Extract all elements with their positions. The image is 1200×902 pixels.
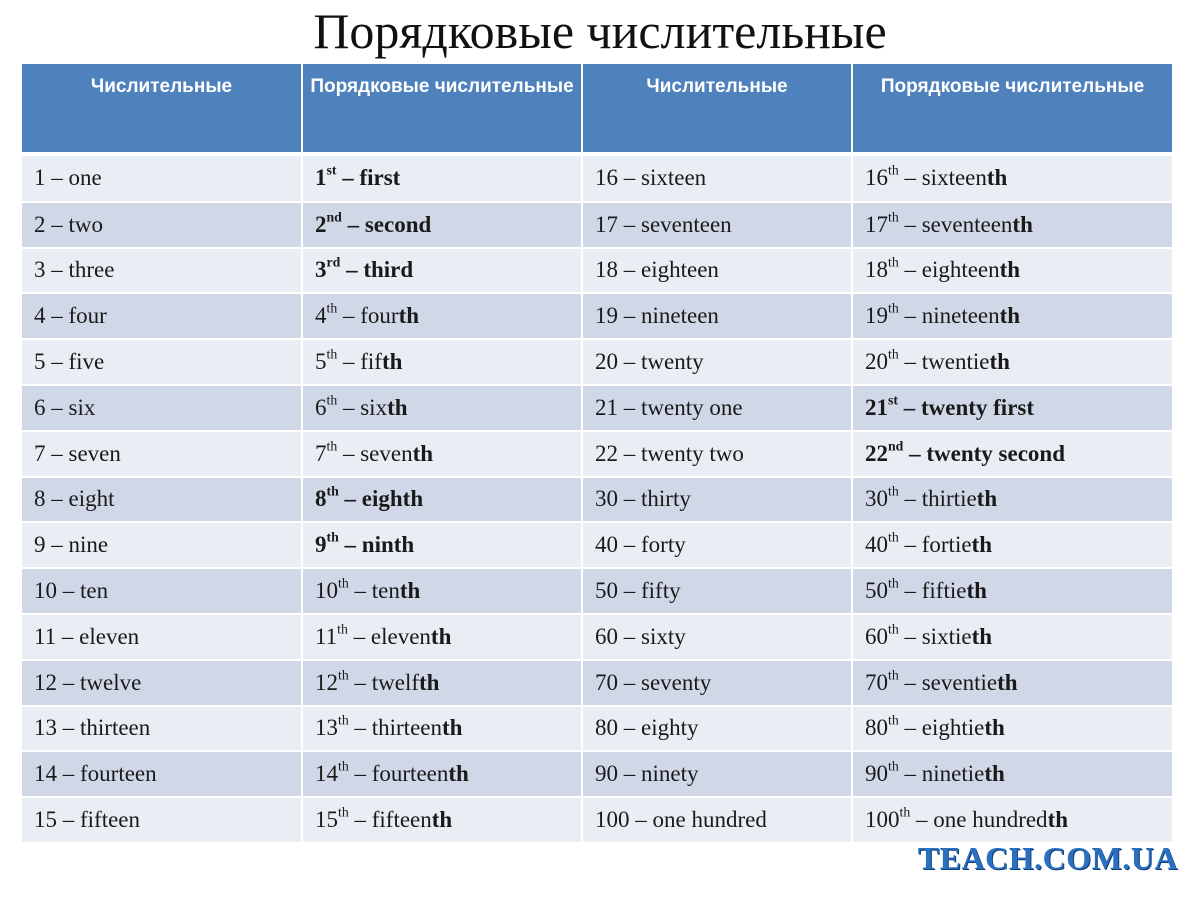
ordinal-text — [865, 804, 1069, 833]
ordinal-cell — [852, 568, 1172, 614]
ordinal-dash: – — [898, 669, 922, 695]
table-row — [22, 751, 1172, 797]
ordinal-word: twelf — [371, 669, 419, 695]
table-row — [22, 797, 1172, 843]
ordinal-word: twenty first — [920, 394, 1035, 420]
ordinal-text — [315, 209, 432, 237]
cardinal-cell: 15 – fifteen — [22, 797, 302, 843]
ordinal-ending: th — [989, 349, 1010, 375]
ordinal-suffix: th — [888, 621, 899, 637]
ordinal-ending: th — [387, 394, 408, 420]
ordinal-word: twentie — [921, 349, 990, 375]
ordinal-number: 50 — [865, 578, 888, 604]
ordinal-text — [865, 300, 1021, 329]
ordinal-ending: th — [448, 761, 469, 787]
ordinal-number: 8 — [315, 486, 327, 512]
ordinal-dash: – — [337, 394, 361, 420]
ordinal-dash: – — [348, 761, 372, 787]
ordinal-dash: – — [347, 623, 371, 649]
ordinal-suffix: th — [326, 392, 338, 408]
ordinal-dash: – — [348, 669, 372, 695]
ordinal-ending: th — [971, 532, 992, 558]
ordinal-text — [865, 715, 1005, 740]
ordinal-ending: th — [1012, 211, 1033, 237]
ordinal-cell — [852, 614, 1172, 660]
ordinal-suffix: th — [888, 346, 899, 362]
ordinal-number: 5 — [315, 349, 327, 375]
ordinal-text — [865, 165, 1007, 190]
ordinal-text — [865, 257, 1020, 282]
ordinal-dash: – — [348, 807, 372, 833]
cardinal-cell: 70 – seventy — [582, 660, 852, 706]
ordinal-number: 10 — [315, 578, 338, 604]
ordinal-suffix: th — [326, 529, 339, 545]
ordinal-text — [315, 667, 440, 695]
ordinal-suffix: th — [899, 804, 911, 820]
table-row — [22, 660, 1172, 706]
ordinal-suffix: th — [326, 484, 339, 500]
ordinal-word: thirtie — [921, 486, 977, 512]
ordinal-dash: – — [898, 715, 922, 741]
ordinal-word: eleven — [370, 623, 431, 649]
table-header-row — [22, 64, 1172, 152]
ordinal-dash: – — [898, 257, 922, 283]
cardinal-cell: 3 – three — [22, 248, 302, 294]
ordinal-ending: th — [398, 303, 420, 329]
ordinal-word: four — [360, 303, 399, 329]
table-row — [22, 431, 1172, 477]
ordinal-word: eighteen — [921, 257, 1000, 283]
ordinal-number: 16 — [865, 165, 888, 191]
ordinal-cell — [302, 385, 582, 431]
ordinal-suffix: th — [338, 804, 349, 820]
header-ordinal-1: Порядковые числительные — [302, 64, 582, 152]
ordinal-cell — [302, 751, 582, 797]
ordinal-dash: – — [898, 578, 922, 604]
ordinal-text — [315, 257, 413, 282]
ordinal-text — [315, 300, 420, 329]
ordinal-ending: th — [999, 257, 1021, 283]
ordinal-suffix: th — [326, 346, 338, 362]
cardinal-cell: 6 – six — [22, 385, 302, 431]
ordinal-number: 2 — [315, 211, 327, 237]
ordinal-dash: – — [897, 394, 921, 420]
ordinal-ending: th — [431, 807, 453, 833]
cardinal-cell: 90 – ninety — [582, 751, 852, 797]
ordinal-dash: – — [337, 349, 361, 375]
ordinal-suffix: th — [888, 163, 899, 179]
ordinal-dash: – — [340, 257, 364, 283]
cardinal-cell: 9 – nine — [22, 522, 302, 568]
ordinal-suffix: th — [888, 667, 899, 683]
ordinal-suffix: st — [888, 392, 898, 408]
ordinal-ending: th — [976, 486, 998, 512]
ordinal-suffix: th — [338, 758, 349, 774]
ordinal-suffix: th — [888, 529, 899, 545]
ordinal-number: 70 — [865, 669, 888, 695]
ordinal-word: thirteen — [371, 715, 442, 741]
ordinal-ending: th — [986, 165, 1008, 191]
ordinal-word: first — [359, 165, 401, 191]
cardinal-cell: 19 – nineteen — [582, 293, 852, 339]
ordinal-cell — [852, 293, 1172, 339]
ordinal-suffix: nd — [888, 438, 904, 454]
ordinal-number: 6 — [315, 394, 327, 420]
ordinal-word: six — [360, 394, 388, 420]
ordinal-word: seven — [360, 440, 413, 466]
ordinal-cell — [852, 706, 1172, 752]
ordinal-ending: th — [999, 303, 1021, 329]
table-row — [22, 339, 1172, 385]
ordinal-ending: th — [419, 669, 440, 695]
ordinal-number: 90 — [865, 761, 888, 787]
ordinal-text — [865, 529, 992, 558]
cardinal-cell: 100 – one hundred — [582, 797, 852, 843]
ordinal-word: ten — [371, 578, 400, 604]
ordinal-cell — [852, 248, 1172, 294]
ordinal-number: 100 — [865, 807, 900, 833]
watermark-logo: TEACH.COM.UA — [917, 840, 1178, 876]
ordinal-cell — [852, 660, 1172, 706]
ordinal-suffix: th — [888, 209, 899, 225]
ordinal-cell — [852, 431, 1172, 477]
ordinal-ending: th — [997, 669, 1018, 695]
cardinal-cell: 2 – two — [22, 202, 302, 248]
ordinal-suffix: th — [326, 300, 338, 316]
cardinal-cell: 1 – one — [22, 156, 302, 202]
ordinal-text — [315, 758, 469, 787]
ordinal-dash: – — [348, 578, 372, 604]
ordinal-text — [315, 804, 453, 833]
ordinal-dash: – — [337, 303, 361, 329]
ordinal-word: eightie — [921, 715, 985, 741]
cardinal-cell: 18 – eighteen — [582, 248, 852, 294]
table-row — [22, 706, 1172, 752]
cardinal-cell: 17 – seventeen — [582, 202, 852, 248]
ordinal-suffix: th — [338, 713, 349, 729]
ordinal-text — [865, 209, 1033, 237]
ordinal-number: 11 — [315, 623, 338, 649]
ordinal-cell — [852, 522, 1172, 568]
ordinal-number: 60 — [865, 623, 888, 649]
ordinal-cell — [302, 202, 582, 248]
table-row — [22, 248, 1172, 294]
ordinal-word: one hundred — [933, 807, 1048, 833]
table-row — [22, 293, 1172, 339]
ordinal-dash: – — [898, 486, 922, 512]
cardinal-cell: 40 – forty — [582, 522, 852, 568]
ordinal-ending: th — [399, 578, 421, 604]
cardinal-cell: 7 – seven — [22, 431, 302, 477]
ordinal-text — [315, 529, 415, 558]
ordinal-text — [315, 438, 434, 466]
ordinal-text — [315, 575, 421, 604]
ordinal-number: 14 — [315, 761, 338, 787]
ordinal-word: fif — [360, 349, 382, 375]
ordinal-cell — [852, 202, 1172, 248]
ordinal-ending: th — [966, 578, 987, 604]
ordinal-cell — [302, 614, 582, 660]
ordinal-word: fifteen — [371, 807, 432, 833]
ordinal-suffix: th — [888, 575, 899, 591]
ordinal-number: 4 — [315, 303, 327, 329]
ordinal-suffix: th — [338, 667, 349, 683]
ordinal-number: 21 — [865, 394, 888, 420]
ordinal-word: third — [363, 257, 414, 283]
ordinal-number: 17 — [865, 211, 888, 237]
header-cardinal-1: Числительные — [22, 64, 302, 152]
cardinal-cell: 22 – twenty two — [582, 431, 852, 477]
ordinal-text — [315, 715, 462, 740]
ordinal-cell — [852, 797, 1172, 843]
ordinal-dash: – — [898, 349, 922, 375]
ordinal-number: 7 — [315, 440, 327, 466]
ordinal-number: 9 — [315, 532, 327, 558]
table-row — [22, 202, 1172, 248]
ordinal-suffix: th — [326, 438, 338, 454]
table-row — [22, 522, 1172, 568]
ordinal-dash: – — [348, 715, 372, 741]
cardinal-cell: 50 – fifty — [582, 568, 852, 614]
ordinal-number: 12 — [315, 669, 338, 695]
ordinal-suffix: th — [888, 713, 899, 729]
header-cardinal-2: Числительные — [582, 64, 852, 152]
ordinal-number: 20 — [865, 349, 888, 375]
ordinal-dash: – — [898, 211, 922, 237]
ordinal-text — [315, 621, 452, 649]
ordinal-word: ninetie — [921, 761, 985, 787]
ordinal-word: sixteen — [921, 165, 987, 191]
ordinal-dash: – — [336, 165, 360, 191]
ordinal-word: eighth — [361, 486, 424, 512]
cardinal-cell: 14 – fourteen — [22, 751, 302, 797]
ordinal-number: 13 — [315, 715, 338, 741]
ordinal-dash: – — [903, 440, 927, 466]
ordinal-cell — [852, 751, 1172, 797]
ordinal-word: twenty second — [926, 440, 1065, 466]
ordinal-cell — [302, 568, 582, 614]
ordinal-dash: – — [910, 807, 934, 833]
ordinal-text — [865, 758, 1005, 787]
ordinal-number: 30 — [865, 486, 888, 512]
ordinal-suffix: st — [326, 163, 337, 179]
ordinal-word: fiftie — [921, 578, 967, 604]
cardinal-cell: 11 – eleven — [22, 614, 302, 660]
cardinal-cell: 8 – eight — [22, 477, 302, 523]
ordinal-text — [315, 165, 400, 190]
ordinal-suffix: th — [337, 621, 348, 637]
page-title: Порядковые числительные — [313, 3, 887, 59]
ordinal-dash: – — [898, 532, 922, 558]
ordinal-ending: th — [984, 761, 1005, 787]
ordinal-cell — [302, 339, 582, 385]
ordinal-number: 80 — [865, 715, 888, 741]
ordinal-cell — [302, 706, 582, 752]
cardinal-cell: 20 – twenty — [582, 339, 852, 385]
ordinal-text — [865, 486, 997, 511]
table-row — [22, 614, 1172, 660]
ordinal-word: sixtie — [921, 623, 972, 649]
ordinal-ending: th — [412, 440, 434, 466]
cardinal-cell: 30 – thirty — [582, 477, 852, 523]
cardinal-cell: 60 – sixty — [582, 614, 852, 660]
cardinal-cell: 13 – thirteen — [22, 706, 302, 752]
ordinal-text — [865, 621, 993, 649]
table-body — [22, 152, 1172, 843]
ordinal-cell — [302, 660, 582, 706]
ordinal-suffix: nd — [326, 209, 342, 225]
ordinal-number: 18 — [865, 257, 888, 283]
ordinal-number: 3 — [315, 257, 327, 283]
table-row — [22, 477, 1172, 523]
ordinal-suffix: th — [888, 484, 899, 500]
cardinal-cell: 12 – twelve — [22, 660, 302, 706]
ordinal-cell — [852, 156, 1172, 202]
ordinal-cell — [302, 477, 582, 523]
ordinal-suffix: th — [338, 575, 349, 591]
cardinal-cell: 4 – four — [22, 293, 302, 339]
cardinal-cell: 10 – ten — [22, 568, 302, 614]
ordinal-cell — [302, 431, 582, 477]
ordinal-dash: – — [898, 303, 922, 329]
ordinal-cell — [302, 522, 582, 568]
ordinal-text — [315, 486, 423, 511]
ordinal-text — [865, 575, 987, 604]
ordinal-number: 19 — [865, 303, 888, 329]
ordinal-number: 40 — [865, 532, 888, 558]
ordinal-cell — [302, 156, 582, 202]
ordinal-word: second — [364, 211, 432, 237]
ordinal-text — [865, 667, 1018, 695]
ordinal-text — [865, 346, 1010, 375]
header-ordinal-2: Порядковые числительные — [852, 64, 1172, 152]
cardinal-cell: 5 – five — [22, 339, 302, 385]
ordinal-ending: th — [1047, 807, 1069, 833]
ordinal-ending: th — [971, 623, 993, 649]
ordinal-suffix: rd — [326, 255, 341, 271]
ordinal-suffix: th — [888, 300, 899, 316]
ordinal-word: seventie — [921, 669, 998, 695]
ordinal-number: 15 — [315, 807, 338, 833]
table-row — [22, 156, 1172, 202]
ordinal-dash: – — [337, 440, 361, 466]
ordinal-text — [315, 346, 403, 375]
ordinal-dash: – — [341, 211, 365, 237]
cardinal-cell: 80 – eighty — [582, 706, 852, 752]
ordinal-dash: – — [898, 165, 922, 191]
ordinal-suffix: th — [888, 758, 899, 774]
ordinal-word: seventeen — [921, 211, 1013, 237]
ordinal-ending: th — [984, 715, 1005, 741]
ordinal-cell — [852, 385, 1172, 431]
ordinal-word: fourteen — [371, 761, 449, 787]
ordinal-ending: th — [381, 349, 403, 375]
ordinal-dash: – — [338, 532, 362, 558]
ordinal-dash: – — [898, 761, 922, 787]
table-row — [22, 568, 1172, 614]
ordinal-number: 22 — [865, 440, 888, 466]
ordinal-cell — [302, 797, 582, 843]
ordinal-dash: – — [338, 486, 362, 512]
ordinal-ending: th — [441, 715, 463, 741]
cardinal-cell: 21 – twenty one — [582, 385, 852, 431]
ordinal-word: nineteen — [921, 303, 1000, 329]
ordinal-word: fortie — [921, 532, 972, 558]
ordinal-cell — [302, 248, 582, 294]
ordinal-number: 1 — [315, 165, 327, 191]
ordinal-ending: th — [430, 623, 452, 649]
ordinal-suffix: th — [888, 255, 899, 271]
ordinal-word: ninth — [361, 532, 415, 558]
ordinal-text — [315, 392, 408, 420]
ordinal-cell — [852, 339, 1172, 385]
ordinal-text — [865, 438, 1065, 466]
table-row — [22, 385, 1172, 431]
ordinal-text — [865, 392, 1035, 420]
ordinal-numbers-table — [22, 64, 1172, 844]
ordinal-cell — [302, 293, 582, 339]
cardinal-cell: 16 – sixteen — [582, 156, 852, 202]
ordinal-dash: – — [898, 623, 922, 649]
ordinal-cell — [852, 477, 1172, 523]
